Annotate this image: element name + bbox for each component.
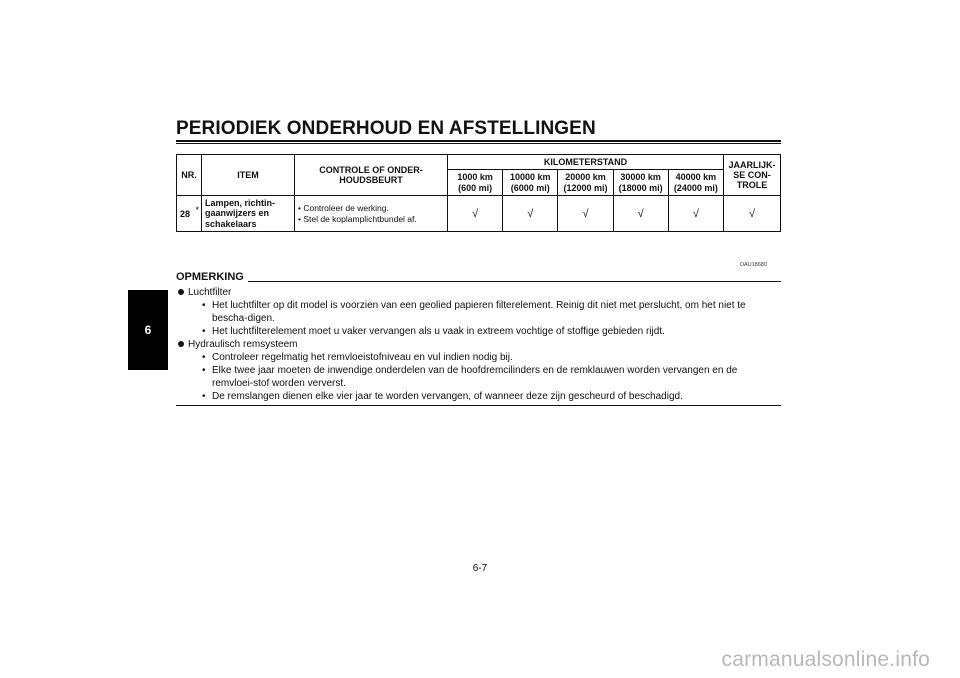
check-mark: √ [558,196,613,232]
header-control: CONTROLE OF ONDER-HOUDSBEURT [295,155,448,196]
header-interval: 30000 km (18000 mi) [613,170,668,196]
star-mark: * [195,205,199,216]
check-mark: √ [448,196,503,232]
note-rule-bottom [176,405,781,406]
note-bullet: • Het luchtfilter op dit model is voorzien van een geolied papieren filterelement. Reinig dit niet met perslucht, om het niet te bescha-digen. [176,299,781,325]
note-rule-top [248,281,781,282]
header-item: ITEM [202,155,295,196]
header-interval: 10000 km (6000 mi) [503,170,558,196]
row-nr: 28 * [177,196,202,232]
table-header-row [177,155,781,170]
watermark: carmanualsonline.info [721,648,930,671]
note-group-title: Luchtfilter [176,286,781,299]
header-annual: JAARLIJK-SE CON-TROLE [724,155,781,196]
row-actions [295,196,448,232]
note-bullet: • De remslangen dienen elke vier jaar te worden vervangen, of wanneer deze zijn gescheurd of beschadigd. [176,390,781,403]
maintenance-table [176,154,781,232]
note-bullet: • Het luchtfilterelement moet u vaker vervangen als u vaak in extreem vochtige of stoffige gebieden rijdt. [176,325,781,338]
title-rule [176,140,781,142]
note-body [176,286,781,403]
chapter-tab [128,290,168,370]
note-heading: OPMERKING [176,271,244,283]
page-title: PERIODIEK ONDERHOUD EN AFSTELLINGEN [176,118,596,139]
check-mark: √ [668,196,723,232]
note-bullet: • Elke twee jaar moeten de inwendige onderdelen van de hoofdremcilinders en de remklauwen worden vervangen en de remvloei-stof worden ververst. [176,364,781,390]
document-code: DAU18680 [740,262,767,268]
header-interval: 20000 km (12000 mi) [558,170,613,196]
check-mark: √ [724,196,781,232]
header-interval: 40000 km (24000 mi) [668,170,723,196]
title-rule-thin [176,143,781,144]
note-group-title: Hydraulisch remsysteem [176,338,781,351]
header-interval: 1000 km (600 mi) [448,170,503,196]
action-item: • Stel de koplamplichtbundel af. [298,214,444,225]
header-km-group: KILOMETERSTAND [448,155,724,170]
chapter-number: 6 [144,323,152,337]
header-nr: NR. [177,155,202,196]
note-bullet: • Controleer regelmatig het remvloeistofniveau en vul indien nodig bij. [176,351,781,364]
table-row [177,196,781,232]
page-number: 6-7 [472,563,488,574]
check-mark: √ [613,196,668,232]
check-mark: √ [503,196,558,232]
row-item: Lampen, richtin-gaanwijzers en schakelaars [202,196,295,232]
action-item: • Controleer de werking. [298,203,444,214]
